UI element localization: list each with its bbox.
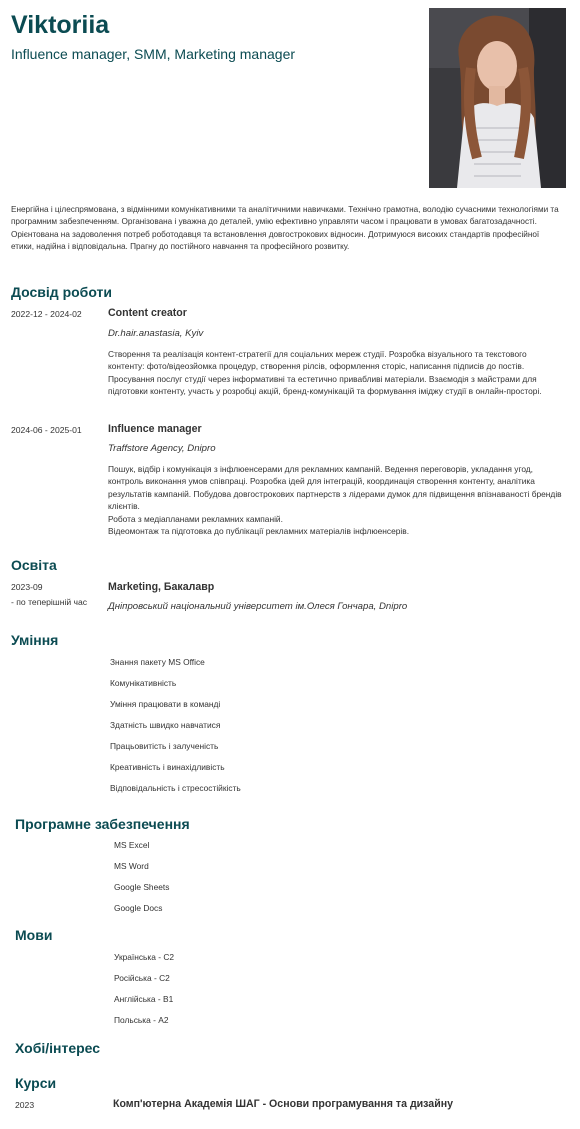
language-item: Українська - С2	[114, 952, 175, 962]
course-title: Комп'ютерна Академія ШАГ - Основи програмування та дизайну	[113, 1098, 454, 1110]
skill-item: Креативність і винахідливість	[110, 762, 225, 772]
job-dates: 2022-12 - 2024-02	[11, 309, 82, 319]
job-company: Traffstore Agency, Dnipro	[108, 443, 216, 454]
education-school: Дніпровський національний університет ім.Олеся Гончара, Dnipro	[108, 601, 408, 612]
job-dates: 2024-06 - 2025-01	[11, 425, 82, 435]
course-date: 2023	[15, 1100, 35, 1110]
job-description-line: Відеомонтаж та підготовка до публікації рекламних матеріалів інфлюенсерів.	[108, 526, 410, 537]
job-description	[108, 463, 563, 537]
job-title: Content creator	[108, 307, 187, 319]
language-item: Польська - А2	[114, 1015, 169, 1025]
software-item: Google Docs	[114, 903, 163, 913]
section-heading-courses: Курси	[15, 1075, 57, 1091]
language-item: Російська - С2	[114, 973, 170, 983]
education-degree: Marketing, Бакалавр	[108, 581, 215, 593]
job-description-line: Робота з медіапланами рекламних кампаній.	[108, 513, 283, 524]
summary-text: Енергійна і цілеспрямована, з відмінними комунікативними та аналітичними навичками. Технічно грамотна, володію сучасними технологіями та програмним забезпеченням. Організована і уважна до деталей, умію ефективно управляти часом і працювати в умовах багатозадачності. Орієнтована на задоволення потреб роботодавця та встановлення довгострокових відносин. Дотримуюся високих стандартів професійної етики, надійна і відповідальна. Прагну до постійного навчання та професійного розвитку.	[11, 205, 559, 251]
software-item: MS Excel	[114, 840, 150, 850]
section-heading-hobbies: Хобі/інтерес	[15, 1040, 101, 1056]
candidate-name: Viktoriia	[11, 11, 110, 39]
profile-photo	[429, 8, 566, 188]
section-heading-education: Освіта	[11, 557, 57, 573]
skill-item: Відповідальність і стресостійкість	[110, 783, 241, 793]
education-end-date: - по теперішній час	[11, 597, 88, 607]
job-description: Створення та реалізація контент-стратегії для соціальних мереж студії. Розробка візуального та текстового контенту: фото/відеозйомка процедур, створення рілсів, оформлення сторіс, написання підписів до постів. Просування послуг студії через інформативні та естетично привабливі матеріали. Взаємодія з майстрами для підготовки контенту, участь у розробці акцій, бренд-комунікацій та формування іміджу студії в онлайн-просторі.	[108, 349, 542, 397]
skill-item: Здатність швидко навчатися	[110, 720, 221, 730]
job-description-main: Пошук, відбір і комунікація з інфлюенсерами для рекламних кампаній. Ведення переговорів, укладання угод, контроль виконання умов співпраці. Розробка ідей для інтеграцій, координація створення контенту, аналітика результатів кампаній. Побудова довгострокових партнерств з лідерами думок для підвищення впізнаваності брендів клієнтів.	[108, 464, 562, 512]
software-item: Google Sheets	[114, 882, 170, 892]
skill-item: Знання пакету MS Office	[110, 657, 205, 667]
skill-item: Комунікативність	[110, 678, 177, 688]
section-heading-experience: Досвід роботи	[11, 284, 112, 300]
section-heading-software: Програмне забезпечення	[15, 816, 190, 832]
job-company: Dr.hair.anastasia, Kyiv	[108, 328, 204, 339]
skill-item: Уміння працювати в команді	[110, 699, 221, 709]
section-heading-skills: Уміння	[11, 632, 59, 648]
language-item: Англійська - В1	[114, 994, 174, 1004]
education-start-date: 2023-09	[11, 582, 43, 592]
software-item: MS Word	[114, 861, 149, 871]
candidate-subtitle: Influence manager, SMM, Marketing manager	[11, 46, 296, 62]
skill-item: Працьовитість і залученість	[110, 741, 219, 751]
job-title: Influence manager	[108, 423, 202, 435]
section-heading-languages: Мови	[15, 927, 53, 943]
